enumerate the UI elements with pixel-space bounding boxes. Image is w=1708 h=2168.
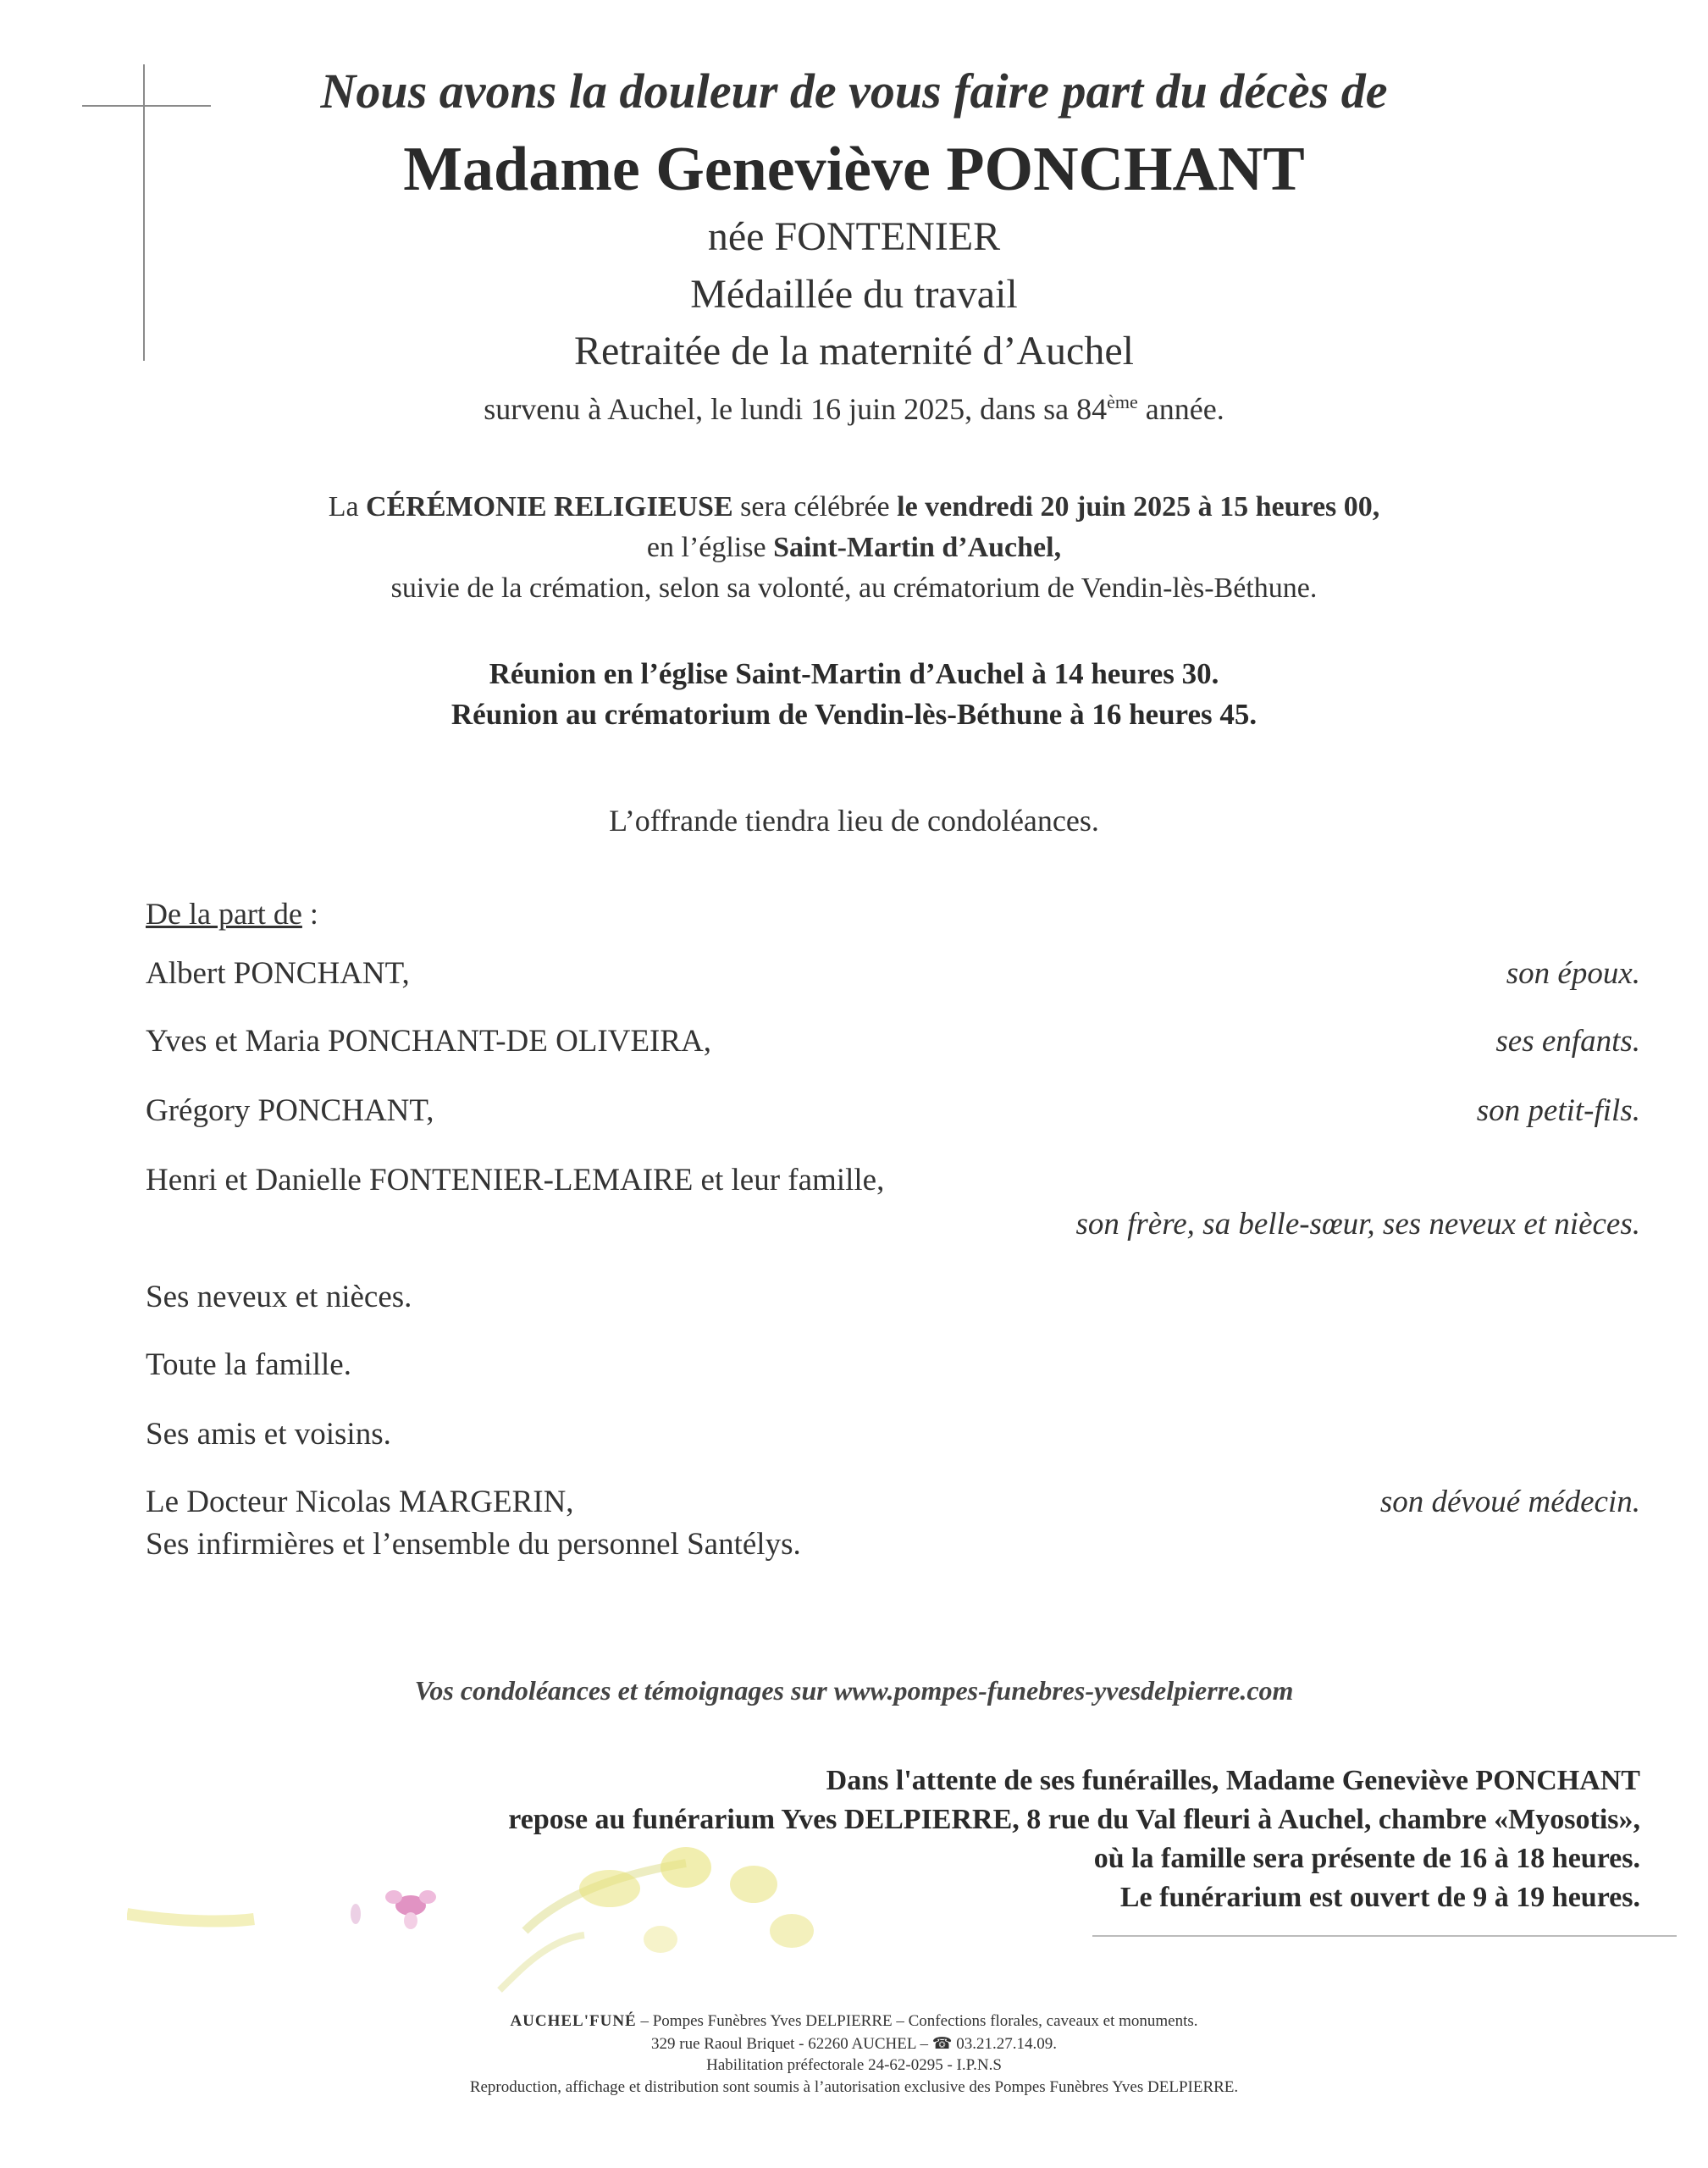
footer-address: 329 rue Raoul Briquet - 62260 AUCHEL – ☎ 03.21.27.14.09. xyxy=(651,2035,1057,2053)
from-label: De la part de : xyxy=(146,897,318,931)
repose-line: où la famille sera présente de 16 à 18 heures. xyxy=(1093,1843,1640,1874)
footer-company: AUCHEL'FUNÉ – Pompes Funèbres Yves DELPIERRE – Confections florales, caveaux et monuments. xyxy=(510,2012,1198,2030)
divider xyxy=(1092,1935,1677,1937)
footer-habilitation: Habilitation préfectorale 24-62-0295 - I.P.N.S xyxy=(706,2056,1002,2074)
repose-line: Dans l'attente de ses funérailles, Madame Geneviève PONCHANT xyxy=(826,1765,1640,1796)
death-notice: survenu à Auchel, le lundi 16 juin 2025, dans sa 84ème année. xyxy=(484,391,1224,426)
occupation: Retraitée de la maternité d’Auchel xyxy=(573,329,1134,373)
family-relation: son dévoué médecin. xyxy=(1379,1485,1640,1519)
condolences-link[interactable]: Vos condoléances et témoignages sur www.pompes-funebres-yvesdelpierre.com xyxy=(414,1675,1294,1706)
cremation-line: suivie de la crémation, selon sa volonté, au crématorium de Vendin-lès-Béthune. xyxy=(390,572,1318,604)
footer-reproduction: Reproduction, affichage et distribution sont soumis à l’autorisation exclusive des Pompes Funèbres Yves DELPIERRE. xyxy=(469,2078,1239,2096)
family-name: Ses amis et voisins. xyxy=(146,1417,391,1452)
family-name: Henri et Danielle FONTENIER-LEMAIRE et leur famille, xyxy=(146,1163,885,1197)
family-relation: ses enfants. xyxy=(1495,1024,1640,1059)
church-line: en l’église Saint-Martin d’Auchel, xyxy=(646,532,1062,563)
family-relation: son petit-fils. xyxy=(1476,1093,1640,1128)
family-relation: son époux. xyxy=(1506,956,1640,991)
family-name: Le Docteur Nicolas MARGERIN, xyxy=(146,1485,574,1519)
repose-line: Le funérarium est ouvert de 9 à 19 heures. xyxy=(1119,1882,1640,1913)
ceremony-line: La CÉRÉMONIE RELIGIEUSE sera célébrée le vendredi 20 juin 2025 à 15 heures 00, xyxy=(328,491,1380,523)
family-name: Grégory PONCHANT, xyxy=(146,1093,434,1128)
family-name: Albert PONCHANT, xyxy=(146,956,410,991)
meeting-crematorium: Réunion au crématorium de Vendin-lès-Béthune à 16 heures 45. xyxy=(450,698,1258,731)
family-name: Toute la famille. xyxy=(146,1347,351,1382)
intro-text: Nous avons la douleur de vous faire part du décès de xyxy=(320,64,1388,119)
meeting-church: Réunion en l’église Saint-Martin d’Auchel à 14 heures 30. xyxy=(489,657,1219,690)
birth-name: née FONTENIER xyxy=(707,214,1001,259)
family-relation: son frère, sa belle-sœur, ses neveux et nièces. xyxy=(1075,1207,1640,1242)
repose-line: repose au funérarium Yves DELPIERRE, 8 rue du Val fleuri à Auchel, chambre «Myosotis», xyxy=(508,1804,1640,1835)
deceased-name: Madame Geneviève PONCHANT xyxy=(403,135,1305,204)
offrande-note: L’offrande tiendra lieu de condoléances. xyxy=(609,804,1099,838)
family-name: Ses infirmières et l’ensemble du personnel Santélys. xyxy=(146,1527,801,1562)
orchid-decoration-icon xyxy=(127,1838,872,1999)
distinction: Médaillée du travail xyxy=(690,272,1018,317)
family-name: Yves et Maria PONCHANT-DE OLIVEIRA, xyxy=(146,1024,712,1059)
family-name: Ses neveux et nièces. xyxy=(146,1280,412,1314)
